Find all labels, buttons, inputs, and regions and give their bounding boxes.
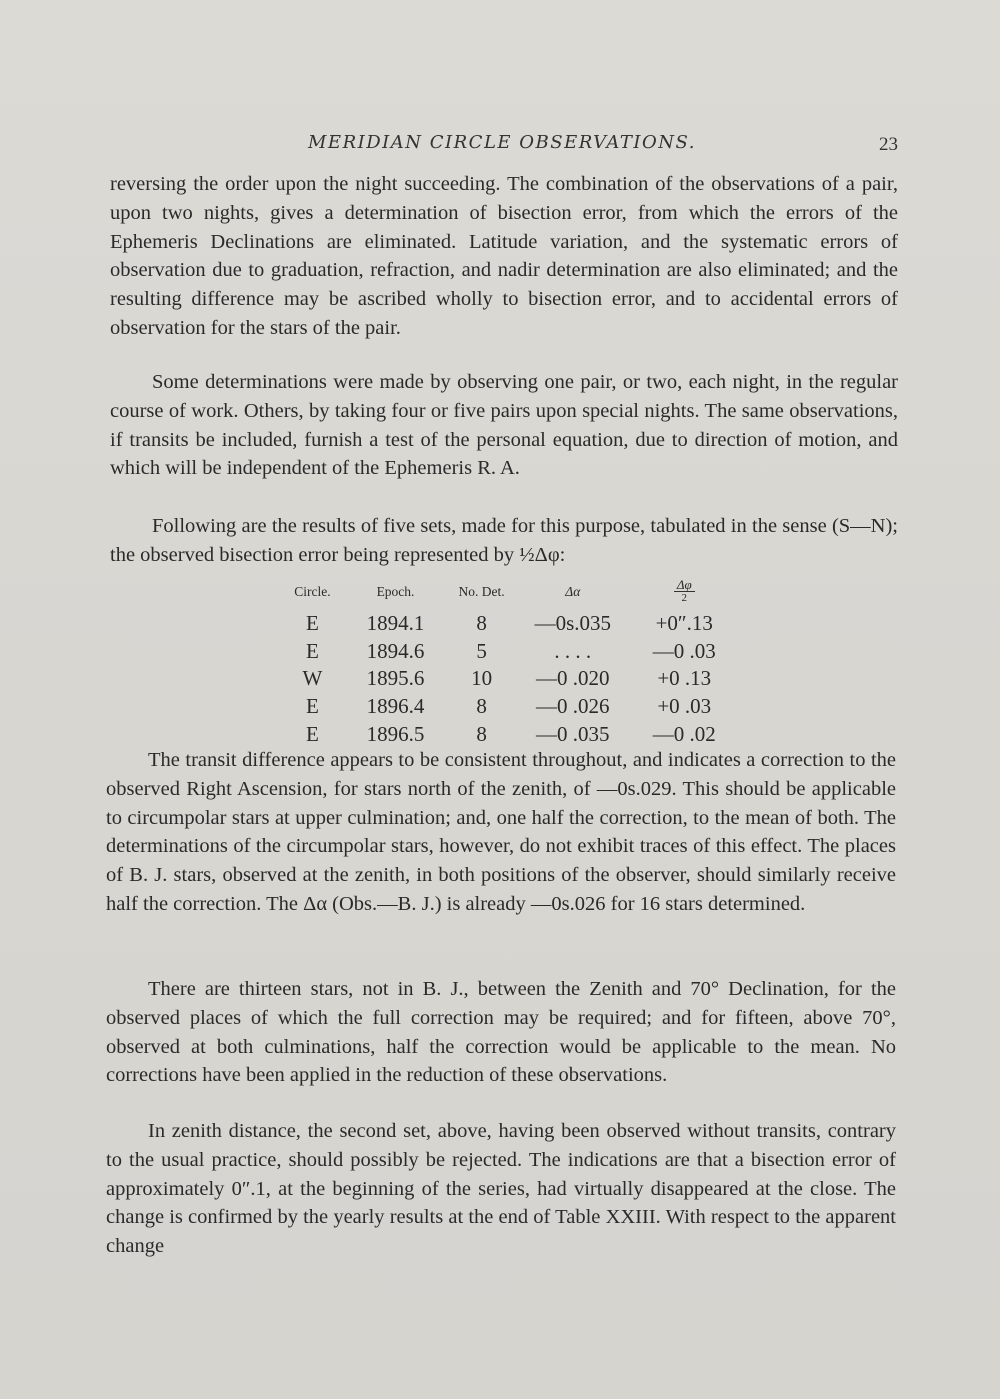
cell-circle: E (306, 694, 319, 719)
header-epoch: Epoch. (376, 584, 415, 599)
paragraph-text: Following are the results of five sets, made for this purpose, tabulated in the sense (S—N); the observed bisection error being represented by ½Δφ: (110, 515, 898, 566)
table-row (280, 693, 740, 721)
cell-delta-phi: +0″.13 (655, 611, 713, 636)
table-row (280, 720, 740, 748)
paragraph-text: In zenith distance, the second set, above, having been observed without transits, contrary to the usual practice, should possibly be rejected. The indications are that a bisection error of approximately 0″.1, at the beginning of the series, had virtually disappeared at the close. The change is confirmed by the yearly results at the end of Table XXIII. With respect to the apparent change (106, 1120, 896, 1258)
paragraph-text: There are thirteen stars, not in B. J., between the Zenith and 70° Declination, for the observed places of which the full correction may be required; and for fifteen, above 70°, observed at both culminations, half the correction would be applicable to the mean. No corrections have been applied in the reduction of these observations. (106, 978, 896, 1087)
cell-no-det: 10 (471, 666, 493, 691)
cell-circle: E (306, 611, 319, 636)
table (280, 578, 740, 748)
header-delta-phi (629, 578, 740, 610)
page-number: 23 (879, 134, 898, 155)
paragraph-2 (110, 368, 898, 483)
cell-circle: E (306, 721, 319, 746)
table-row (280, 665, 740, 693)
cell-delta-alpha: —0 .035 (536, 721, 610, 746)
cell-no-det: 5 (476, 638, 487, 663)
delta-phi-fraction (674, 579, 695, 604)
fraction-numerator: Δφ (674, 579, 695, 592)
paragraph-5 (106, 975, 896, 1090)
cell-no-det: 8 (476, 721, 487, 746)
paragraph-3 (110, 512, 898, 570)
cell-delta-alpha: —0 .026 (536, 694, 610, 719)
cell-delta-phi: —0 .02 (652, 721, 716, 746)
cell-no-det: 8 (476, 694, 487, 719)
header-delta-alpha: Δα (565, 584, 581, 599)
cell-epoch: 1894.6 (366, 638, 425, 663)
paragraph-text: The transit difference appears to be consistent throughout, and indicates a correction to the observed Right Ascension, for stars north of the zenith, of —0s.029. This should be applicable to circumpolar stars at upper culmination; and, one half the correction, to the mean of both. The determinations of the circumpolar stars, however, do not exhibit traces of this effect. The places of B. J. stars, observed at the zenith, in both positions of the observer, should similarly receive half the correction. The Δα (Obs.—B. J.) is already —0s.026 for 16 stars determined. (106, 749, 896, 915)
header-circle: Circle. (294, 584, 331, 599)
cell-delta-phi: —0 .03 (652, 638, 716, 663)
cell-no-det: 8 (476, 611, 487, 636)
paragraph-text: reversing the order upon the night succeeding. The combination of the observations of a pair, upon two nights, gives a determination of bisection error, from which the errors of the Ephemeris Declinations are eliminated. Latitude variation, and the systematic errors of observation due to graduation, refraction, and nadir determination are also eliminated; and the resulting difference may be ascribed wholly to bisection error, and to accidental errors of observation for the stars of the pair. (110, 173, 898, 339)
fraction-denominator: 2 (681, 592, 687, 604)
header-no-det: No. Det. (458, 584, 505, 599)
cell-circle: E (306, 638, 319, 663)
cell-delta-alpha: . . . . (554, 638, 592, 663)
paragraph-1 (110, 170, 898, 343)
cell-delta-phi: +0 .03 (657, 694, 712, 719)
cell-delta-alpha: —0s.035 (534, 611, 612, 636)
running-head (108, 132, 898, 162)
cell-delta-phi: +0 .13 (657, 666, 712, 691)
paragraph-text: Some determinations were made by observing one pair, or two, each night, in the regular course of work. Others, by taking four or five pairs upon special nights. The same observations, if transits be included, furnish a test of the personal equation, due to direction of motion, and which will be independent of the Ephemeris R. A. (110, 371, 898, 480)
cell-epoch: 1896.4 (366, 694, 425, 719)
running-title: MERIDIAN CIRCLE OBSERVATIONS. (308, 132, 696, 153)
table-header-row (280, 578, 740, 610)
table-row (280, 610, 740, 638)
results-table (280, 578, 740, 748)
table-row (280, 638, 740, 666)
cell-epoch: 1896.5 (366, 721, 425, 746)
cell-circle: W (302, 666, 323, 691)
cell-epoch: 1894.1 (366, 611, 425, 636)
cell-epoch: 1895.6 (366, 666, 425, 691)
cell-delta-alpha: —0 .020 (536, 666, 610, 691)
paragraph-6 (106, 1117, 896, 1261)
paragraph-4 (106, 746, 896, 919)
